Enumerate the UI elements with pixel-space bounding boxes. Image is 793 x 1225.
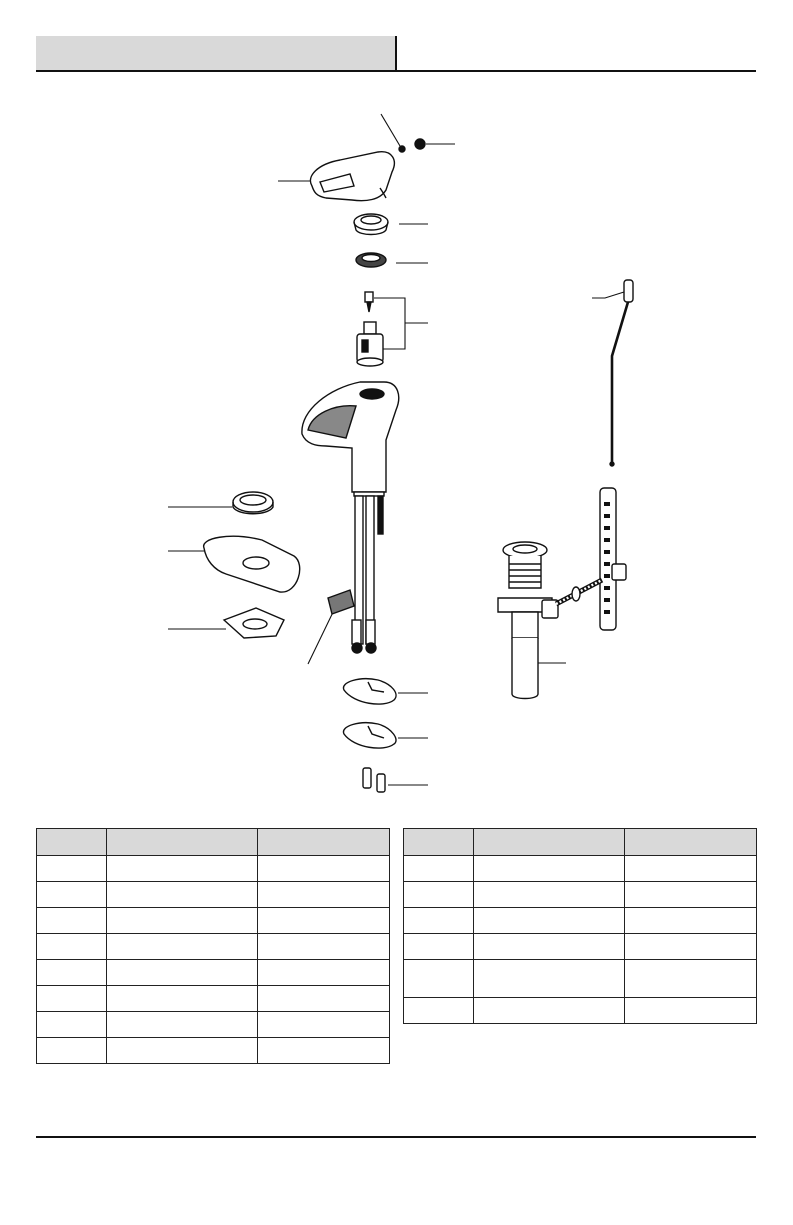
set-screw-part [399, 146, 405, 152]
table-row [404, 856, 757, 882]
column-header-part [37, 829, 107, 856]
faucet-body-part [302, 382, 399, 496]
table-header-row [404, 829, 757, 856]
table-row [37, 1012, 390, 1038]
table-row [404, 960, 757, 998]
lift-rod-part [610, 280, 633, 466]
table-cell [404, 960, 474, 998]
table-cell [258, 908, 390, 934]
table-cell [107, 882, 258, 908]
washer-2-part [343, 723, 396, 748]
table-cell [474, 856, 625, 882]
table-cell [107, 960, 258, 986]
callout-leaders [168, 114, 624, 785]
table-cell [474, 998, 625, 1024]
table-cell [625, 908, 757, 934]
table-cell [107, 986, 258, 1012]
table-cell [404, 934, 474, 960]
table-cell [37, 986, 107, 1012]
table-cell [404, 908, 474, 934]
table-cell [404, 882, 474, 908]
pop-up-drain-part [498, 542, 602, 699]
table-row [37, 934, 390, 960]
parts-table-right [403, 828, 757, 1024]
table-cell [258, 986, 390, 1012]
washer-1-part [343, 679, 396, 704]
leader-lift-rod [592, 292, 624, 298]
table-cell [404, 856, 474, 882]
handle-part [310, 152, 394, 201]
table-row [404, 882, 757, 908]
column-header-description [107, 829, 258, 856]
table-row [37, 960, 390, 986]
column-header-part-number [625, 829, 757, 856]
dome-cover-part [354, 214, 388, 235]
base-plate-part [224, 608, 284, 638]
gasket-part [233, 492, 273, 514]
table-cell [625, 856, 757, 882]
table-cell [107, 1012, 258, 1038]
bonnet-nut-part [356, 253, 386, 267]
column-header-description [474, 829, 625, 856]
table-cell [107, 1038, 258, 1064]
table-row [37, 1038, 390, 1064]
table-header-row [37, 829, 390, 856]
table-cell [37, 1012, 107, 1038]
table-cell [37, 908, 107, 934]
table-row [404, 908, 757, 934]
table-cell [474, 882, 625, 908]
table-cell [258, 1012, 390, 1038]
table-cell [474, 934, 625, 960]
table-cell [625, 960, 757, 998]
parts-table-left [36, 828, 390, 1064]
column-header-part [404, 829, 474, 856]
table-cell [258, 960, 390, 986]
table-row [404, 998, 757, 1024]
mounting-studs-part [363, 768, 385, 792]
handle-cap-part [415, 139, 425, 149]
table-cell [37, 1038, 107, 1064]
table-row [37, 986, 390, 1012]
table-cell [625, 934, 757, 960]
table-cell [37, 856, 107, 882]
table-cell [107, 934, 258, 960]
deck-plate-part [204, 536, 300, 592]
table-cell [404, 998, 474, 1024]
table-cell [474, 908, 625, 934]
clevis-strap-part [600, 488, 626, 630]
table-row [37, 856, 390, 882]
table-cell [474, 960, 625, 998]
table-row [37, 908, 390, 934]
table-cell [625, 998, 757, 1024]
table-row [37, 882, 390, 908]
table-cell [37, 882, 107, 908]
table-cell [37, 960, 107, 986]
table-cell [107, 908, 258, 934]
table-cell [258, 882, 390, 908]
leader-set-screw [381, 114, 400, 146]
table-cell [625, 882, 757, 908]
table-cell [258, 856, 390, 882]
table-cell [258, 934, 390, 960]
supply-hoses-part [328, 496, 383, 653]
table-cell [107, 856, 258, 882]
table-cell [258, 1038, 390, 1064]
cartridge-part [357, 292, 383, 366]
table-cell [37, 934, 107, 960]
column-header-part-number [258, 829, 390, 856]
table-row [404, 934, 757, 960]
footer-rule [36, 1136, 756, 1138]
